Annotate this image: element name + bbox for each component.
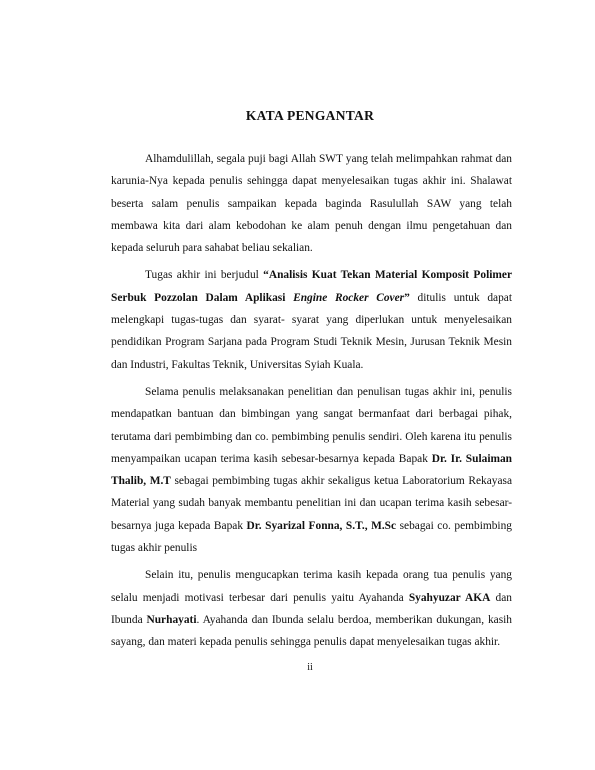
supervisor-name: Dr. Ir. Sulaiman Thalib, M.T bbox=[111, 452, 513, 488]
paragraph-text: . Ayahanda dan Ibunda selalu berdoa, memberikan dukungan, kasih sayang, dan materi kepada penulis sehingga penulis dapat menyelesaikan tugas akhir. bbox=[111, 613, 512, 649]
paragraph-text: Selain itu, penulis mengucapkan terima kasih kepada orang tua penulis yang selalu menjadi motivasi terbesar dari penulis yaitu Ayahanda bbox=[111, 569, 512, 604]
paragraph-supervisors bbox=[111, 381, 512, 559]
paragraph-parents bbox=[111, 564, 512, 653]
paragraph-text: Tugas akhir ini berjudul bbox=[145, 269, 264, 282]
paragraph-text: ditulis untuk dapat melengkapi tugas-tugas dan syarat- syarat yang diperlukan untuk menyelesaikan pendidikan Program Sarjana pada Program Studi Teknik Mesin, Jurusan Teknik Mesin dan Industri, Fakultas Teknik, Universitas Syiah Kuala. bbox=[111, 291, 513, 371]
thesis-title-closing-quote: ” bbox=[404, 291, 410, 304]
paragraph-opening bbox=[111, 148, 512, 259]
thesis-title-bold: “Analisis Kuat Tekan Material Komposit Polimer Serbuk Pozzolan Dalam Aplikasi bbox=[111, 269, 512, 304]
thesis-title-italic: Engine Rocker Cover bbox=[293, 291, 405, 304]
paragraph-text: sebagai pembimbing tugas akhir sekaligus ketua Laboratorium Rekayasa Material yang sudah banyak membantu penelitian ini dan ucapan terima kasih sebesar-besarnya juga kepada Bapak bbox=[111, 475, 513, 532]
paragraph-thesis-title bbox=[111, 264, 512, 375]
page-title: KATA PENGANTAR bbox=[245, 108, 375, 123]
page-number: ii bbox=[307, 662, 313, 673]
paragraph-text: dan Ibunda bbox=[111, 591, 512, 626]
document-body bbox=[111, 148, 512, 659]
co-supervisor-name: Dr. Syarizal Fonna, S.T., M.Sc bbox=[246, 519, 397, 532]
paragraph-text: sebagai co. pembimbing tugas akhir penulis bbox=[111, 519, 512, 555]
paragraph-text: Selama penulis melaksanakan penelitian dan penulisan tugas akhir ini, penulis mendapatkan bantuan dan bimbingan yang sangat bermanfaat dari berbagai pihak, terutama dari pembimbing dan co. pembimbing penulis sendiri. Oleh karena itu penulis menyampaikan ucapan terima kasih sebesar-besarnya kepada Bapak bbox=[111, 385, 512, 465]
paragraph-text: Alhamdulillah, segala puji bagi Allah SWT yang telah melimpahkan rahmat dan karunia-Nya kepada penulis sehingga dapat menyelesaikan tugas akhir ini. Shalawat beserta salam penulis sampaikan kepada baginda Rasulullah SAW yang telah membawa kita dari alam kebodohan ke alam penuh dengan ilmu pengetahuan dan kepada seluruh para sahabat beliau sekalian. bbox=[111, 153, 512, 255]
father-name: Syahyuzar AKA bbox=[408, 591, 491, 604]
mother-name: Nurhayati bbox=[146, 613, 197, 626]
